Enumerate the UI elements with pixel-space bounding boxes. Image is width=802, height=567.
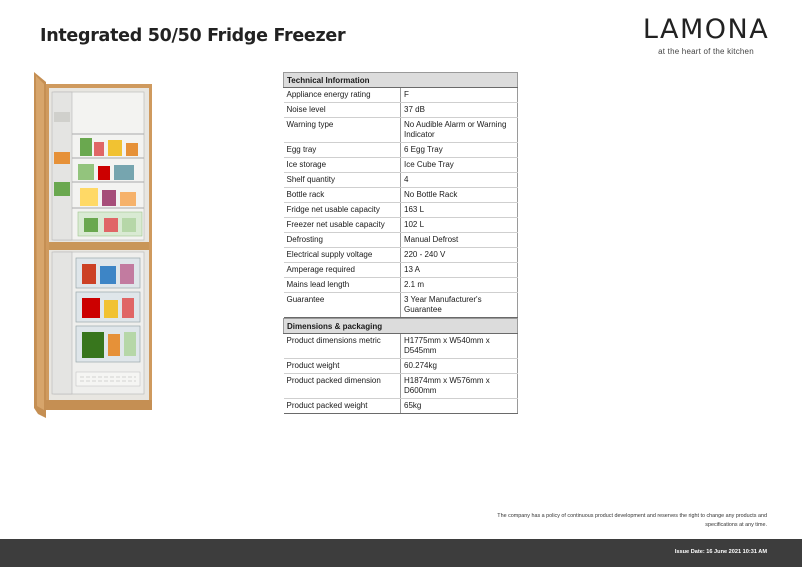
table-row: [284, 173, 518, 188]
table-row: [284, 374, 518, 399]
technical-information-heading: Technical Information: [284, 73, 518, 88]
brand-name: LAMONA: [642, 14, 770, 45]
table-row: [284, 203, 518, 218]
spec-label: Shelf quantity: [284, 173, 401, 188]
spec-value: No Bottle Rack: [401, 188, 518, 203]
dimensions-packaging-heading: Dimensions & packaging: [284, 319, 518, 334]
spec-label: Appliance energy rating: [284, 88, 401, 103]
table-row: [284, 188, 518, 203]
spec-value: 13 A: [401, 263, 518, 278]
brand-tagline: at the heart of the kitchen: [658, 47, 754, 56]
brand-logo: [642, 16, 770, 56]
spec-value: 3 Year Manufacturer's Guarantee: [401, 293, 518, 318]
table-row: [284, 334, 518, 359]
spec-value: 6 Egg Tray: [401, 143, 518, 158]
spec-value: 163 L: [401, 203, 518, 218]
spec-label: Product packed dimension: [284, 374, 401, 399]
technical-information-table: [283, 72, 518, 318]
table-row: [284, 88, 518, 103]
spec-label: Freezer net usable capacity: [284, 218, 401, 233]
spec-value: No Audible Alarm or Warning Indicator: [401, 118, 518, 143]
spec-value: F: [401, 88, 518, 103]
spec-label: Bottle rack: [284, 188, 401, 203]
spec-label: Product weight: [284, 359, 401, 374]
table-row: [284, 399, 518, 414]
spec-value: 102 L: [401, 218, 518, 233]
table-row: [284, 278, 518, 293]
issue-date: Issue Date: 16 June 2021 10:31 AM: [674, 549, 767, 555]
table-row: [284, 143, 518, 158]
spec-value: H1874mm x W576mm x D600mm: [401, 374, 518, 399]
spec-label: Noise level: [284, 103, 401, 118]
spec-label: Fridge net usable capacity: [284, 203, 401, 218]
spec-value: 4: [401, 173, 518, 188]
footer-bar: [0, 539, 802, 567]
spec-label: Egg tray: [284, 143, 401, 158]
spec-value: H1775mm x W540mm x D545mm: [401, 334, 518, 359]
spec-label: Amperage required: [284, 263, 401, 278]
spec-label: Defrosting: [284, 233, 401, 248]
spec-label: Product dimensions metric: [284, 334, 401, 359]
table-row: [284, 158, 518, 173]
policy-note: The company has a policy of continuous product development and reserves the right to change any products and specifications at any time.: [497, 513, 767, 528]
spec-label: Ice storage: [284, 158, 401, 173]
spec-label: Product packed weight: [284, 399, 401, 414]
table-row: [284, 359, 518, 374]
spec-value: Manual Defrost: [401, 233, 518, 248]
spec-label: Guarantee: [284, 293, 401, 318]
table-row: [284, 233, 518, 248]
dimensions-packaging-table: [283, 318, 518, 414]
table-row: [284, 293, 518, 318]
spec-label: Warning type: [284, 118, 401, 143]
spec-value: 220 - 240 V: [401, 248, 518, 263]
page-title: Integrated 50/50 Fridge Freezer: [40, 26, 346, 46]
table-row: [284, 118, 518, 143]
spec-label: Electrical supply voltage: [284, 248, 401, 263]
table-row: [284, 218, 518, 233]
spec-value: Ice Cube Tray: [401, 158, 518, 173]
table-row: [284, 103, 518, 118]
spec-value: 60.274kg: [401, 359, 518, 374]
spec-value: 2.1 m: [401, 278, 518, 293]
spec-value: 37 dB: [401, 103, 518, 118]
table-row: [284, 248, 518, 263]
fridge-freezer-image: [34, 72, 164, 418]
table-row: [284, 263, 518, 278]
spec-value: 65kg: [401, 399, 518, 414]
spec-label: Mains lead length: [284, 278, 401, 293]
